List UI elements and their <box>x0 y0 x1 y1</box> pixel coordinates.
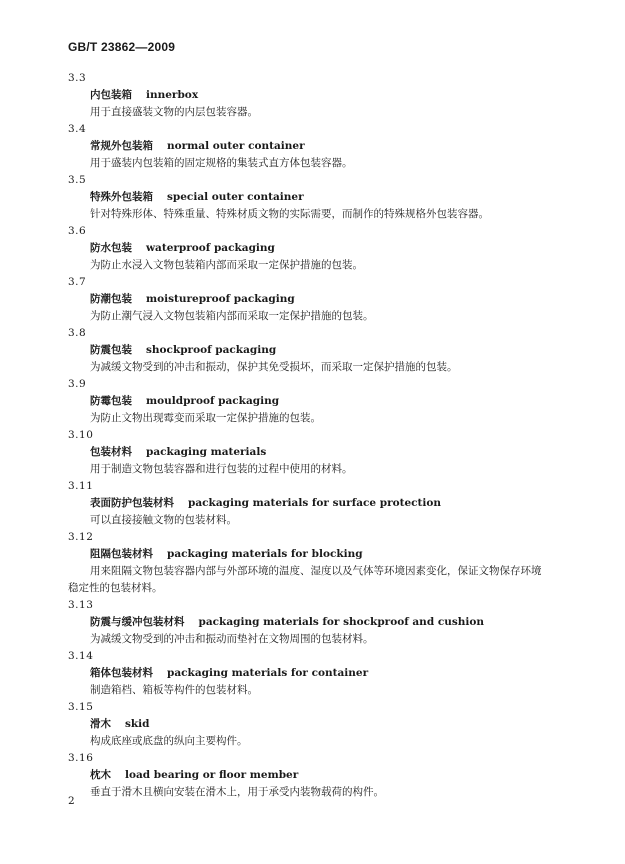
term-entry-3-11 <box>68 478 568 529</box>
term-definition: 为减缓文物受到的冲击和振动，保护其免受损坏，而采取一定保护措施的包装。 <box>90 361 458 373</box>
term-zh: 防震包装 <box>90 344 132 356</box>
term-number: 3.3 <box>68 72 87 84</box>
term-number: 3.12 <box>68 531 94 543</box>
term-heading <box>68 342 568 359</box>
term-number: 3.10 <box>68 429 94 441</box>
term-zh: 包装材料 <box>90 446 132 458</box>
term-heading <box>68 291 568 308</box>
term-definition-line-1: 用来阻隔文物包装容器内部与外部环境的温度、湿度以及气体等环境因素变化，保证文物保存环境 <box>90 565 542 577</box>
term-zh: 常规外包装箱 <box>90 140 153 152</box>
term-entry-3-12 <box>68 529 568 597</box>
term-heading <box>68 546 568 563</box>
term-definition: 制造箱档、箱板等构件的包装材料。 <box>90 684 258 696</box>
term-zh: 特殊外包装箱 <box>90 191 153 203</box>
term-definition: 为防止水浸入文物包装箱内部而采取一定保护措施的包装。 <box>90 259 363 271</box>
term-en: innerbox <box>146 89 199 101</box>
term-number: 3.9 <box>68 378 87 390</box>
term-zh: 防潮包装 <box>90 293 132 305</box>
term-number: 3.5 <box>68 174 87 186</box>
term-en: skid <box>125 718 150 730</box>
term-definition: 为防止潮气浸入文物包装箱内部而采取一定保护措施的包装。 <box>90 310 374 322</box>
term-entry-3-4 <box>68 121 568 172</box>
term-number: 3.6 <box>68 225 87 237</box>
term-en: packaging materials <box>146 446 267 458</box>
term-entry-3-14 <box>68 648 568 699</box>
term-entry-3-6 <box>68 223 568 274</box>
term-zh: 内包装箱 <box>90 89 132 101</box>
term-definition <box>68 563 568 597</box>
page-number: 2 <box>68 795 75 807</box>
term-zh: 表面防护包装材料 <box>90 497 174 509</box>
term-entry-3-15 <box>68 699 568 750</box>
term-en: packaging materials for blocking <box>167 548 363 560</box>
term-definition-line-2: 稳定性的包装材料。 <box>68 582 163 594</box>
term-en: packaging materials for surface protection <box>188 497 442 509</box>
term-heading <box>68 138 568 155</box>
term-heading <box>68 614 568 631</box>
term-definition: 用于制造文物包装容器和进行包装的过程中使用的材料。 <box>90 463 353 475</box>
term-heading <box>68 87 568 104</box>
term-number: 3.14 <box>68 650 94 662</box>
term-definition: 垂直于滑木且横向安装在滑木上，用于承受内装物载荷的构件。 <box>90 786 384 798</box>
term-en: normal outer container <box>167 140 305 152</box>
term-number: 3.13 <box>68 599 94 611</box>
term-entry-3-16 <box>68 750 568 801</box>
term-definition: 用于盛装内包装箱的固定规格的集装式直方体包装容器。 <box>90 157 353 169</box>
term-heading <box>68 240 568 257</box>
term-definition: 用于直接盛装文物的内层包装容器。 <box>90 106 258 118</box>
term-number: 3.16 <box>68 752 94 764</box>
term-en: packaging materials for container <box>167 667 369 679</box>
term-number: 3.8 <box>68 327 87 339</box>
term-definition: 可以直接接触文物的包装材料。 <box>90 514 237 526</box>
term-en: load bearing or floor member <box>125 769 299 781</box>
term-en: special outer container <box>167 191 304 203</box>
term-zh: 防水包装 <box>90 242 132 254</box>
term-zh: 防震与缓冲包装材料 <box>90 616 185 628</box>
term-heading <box>68 393 568 410</box>
term-heading <box>68 444 568 461</box>
term-entry-3-5 <box>68 172 568 223</box>
term-en: mouldproof packaging <box>146 395 280 407</box>
term-zh: 阻隔包装材料 <box>90 548 153 560</box>
term-entry-3-10 <box>68 427 568 478</box>
term-number: 3.11 <box>68 480 94 492</box>
term-definition: 为防止文物出现霉变而采取一定保护措施的包装。 <box>90 412 321 424</box>
term-en: shockproof packaging <box>146 344 277 356</box>
term-zh: 枕木 <box>90 769 111 781</box>
term-en: moistureproof packaging <box>146 293 295 305</box>
term-entry-3-3 <box>68 70 568 121</box>
term-entry-3-8 <box>68 325 568 376</box>
term-heading <box>68 495 568 512</box>
term-entry-3-9 <box>68 376 568 427</box>
term-en: waterproof packaging <box>146 242 275 254</box>
term-zh: 防霉包装 <box>90 395 132 407</box>
term-number: 3.7 <box>68 276 87 288</box>
term-heading <box>68 189 568 206</box>
term-entry-3-13 <box>68 597 568 648</box>
term-heading <box>68 665 568 682</box>
term-heading <box>68 716 568 733</box>
term-heading <box>68 767 568 784</box>
term-number: 3.4 <box>68 123 87 135</box>
term-zh: 滑木 <box>90 718 111 730</box>
standard-number-header: GB/T 23862—2009 <box>68 40 176 54</box>
term-entry-3-7 <box>68 274 568 325</box>
term-zh: 箱体包装材料 <box>90 667 153 679</box>
term-number: 3.15 <box>68 701 94 713</box>
term-definition: 为减缓文物受到的冲击和振动而垫衬在文物周围的包装材料。 <box>90 633 374 645</box>
terms-list <box>68 70 568 801</box>
term-definition: 针对特殊形体、特殊重量、特殊材质文物的实际需要，而制作的特殊规格外包装容器。 <box>90 208 489 220</box>
term-definition: 构成底座或底盘的纵向主要构件。 <box>90 735 248 747</box>
term-en: packaging materials for shockproof and cushion <box>198 616 485 628</box>
